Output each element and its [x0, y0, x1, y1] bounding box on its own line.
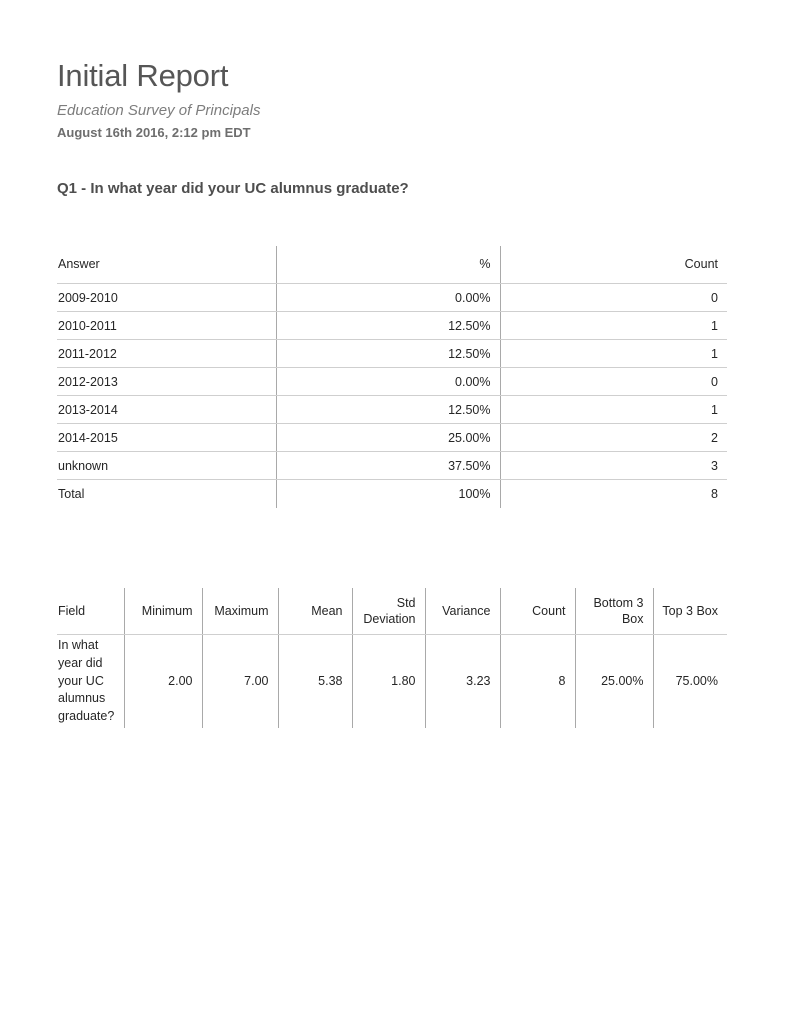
percent-column-header: %	[276, 246, 500, 284]
mean-column-header: Mean	[278, 588, 352, 635]
std-deviation-column-header: Std Deviation	[352, 588, 425, 635]
percent-cell: 12.50%	[276, 312, 500, 340]
top-3-box-column-header: Top 3 Box	[653, 588, 727, 635]
count-cell: 3	[500, 452, 727, 480]
table-row	[57, 424, 727, 452]
table-row	[57, 452, 727, 480]
top-3-box-cell: 75.00%	[653, 635, 727, 728]
count-cell: 1	[500, 396, 727, 424]
table-row	[57, 284, 727, 312]
answer-cell: 2009-2010	[57, 284, 276, 312]
stats-table-row	[57, 635, 727, 728]
table-row	[57, 340, 727, 368]
answer-cell: 2012-2013	[57, 368, 276, 396]
count-cell: 1	[500, 312, 727, 340]
answer-table	[57, 246, 727, 508]
answer-cell: 2010-2011	[57, 312, 276, 340]
count-cell: 0	[500, 284, 727, 312]
mean-cell: 5.38	[278, 635, 352, 728]
count-column-header: Count	[500, 588, 575, 635]
table-row	[57, 396, 727, 424]
percent-cell: 0.00%	[276, 368, 500, 396]
count-cell: 1	[500, 340, 727, 368]
minimum-cell: 2.00	[124, 635, 202, 728]
maximum-column-header: Maximum	[202, 588, 278, 635]
answer-table-header-row	[57, 246, 727, 284]
report-title: Initial Report	[57, 58, 229, 93]
minimum-column-header: Minimum	[124, 588, 202, 635]
table-row	[57, 368, 727, 396]
question-heading: Q1 - In what year did your UC alumnus graduate?	[57, 179, 409, 197]
answer-cell: 2013-2014	[57, 396, 276, 424]
count-cell: 8	[500, 480, 727, 508]
percent-cell: 12.50%	[276, 396, 500, 424]
table-total-row	[57, 480, 727, 508]
percent-cell: 37.50%	[276, 452, 500, 480]
answer-column-header: Answer	[57, 246, 276, 284]
maximum-cell: 7.00	[202, 635, 278, 728]
answer-cell: Total	[58, 486, 85, 501]
percent-cell: 100%	[276, 480, 500, 508]
report-timestamp: August 16th 2016, 2:12 pm EDT	[57, 124, 251, 140]
std-deviation-cell: 1.80	[352, 635, 425, 728]
answer-cell: 2011-2012	[57, 340, 276, 368]
percent-cell: 12.50%	[276, 340, 500, 368]
percent-cell: 25.00%	[276, 424, 500, 452]
count-cell: 0	[500, 368, 727, 396]
percent-cell: 0.00%	[276, 284, 500, 312]
count-cell: 2	[500, 424, 727, 452]
variance-column-header: Variance	[425, 588, 500, 635]
answer-cell: unknown	[57, 452, 276, 480]
variance-cell: 3.23	[425, 635, 500, 728]
bottom-3-box-column-header: Bottom 3 Box	[575, 588, 653, 635]
field-column-header: Field	[57, 588, 124, 635]
bottom-3-box-cell: 25.00%	[575, 635, 653, 728]
count-cell: 8	[500, 635, 575, 728]
stats-table-header-row	[57, 588, 727, 635]
table-row	[57, 312, 727, 340]
answer-cell: 2014-2015	[57, 424, 276, 452]
report-subtitle: Education Survey of Principals	[57, 101, 261, 119]
statistics-table	[57, 588, 727, 728]
field-cell: In what year did your UC alumnus graduate?	[58, 638, 115, 724]
count-column-header: Count	[500, 246, 727, 284]
